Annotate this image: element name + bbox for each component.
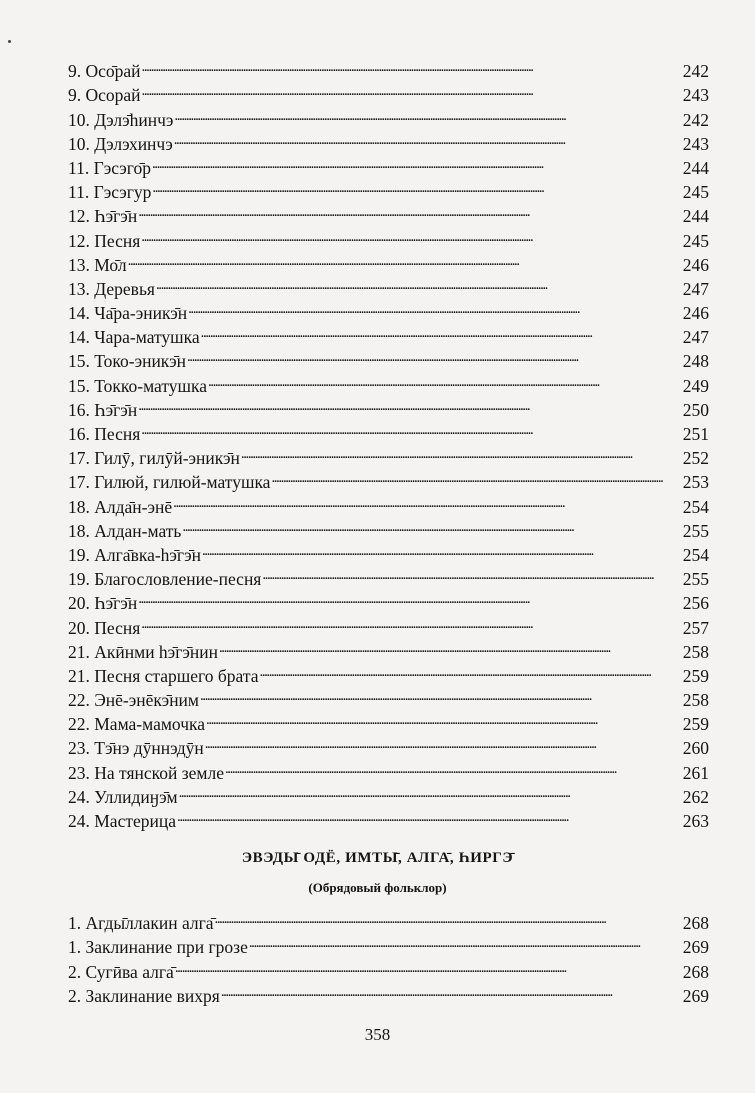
dot-leader bbox=[152, 150, 682, 174]
toc-entry-page: 268 bbox=[682, 961, 709, 982]
dot-leader bbox=[156, 271, 682, 295]
toc-entry-page: 255 bbox=[682, 520, 709, 541]
toc-entry-title: 2. Сугӣва алга̄ bbox=[68, 961, 174, 982]
toc-list-section bbox=[68, 905, 709, 1006]
toc-entry-page: 250 bbox=[682, 399, 709, 420]
toc-entry-page: 259 bbox=[682, 665, 709, 686]
toc-entry-page: 252 bbox=[682, 448, 709, 469]
toc-entry-page: 258 bbox=[682, 690, 709, 711]
toc-list-main bbox=[68, 53, 709, 831]
dot-leader bbox=[138, 198, 682, 222]
toc-entry-title: 9. Осорай bbox=[68, 85, 141, 106]
dot-leader bbox=[173, 488, 682, 512]
dot-leader bbox=[175, 953, 682, 977]
toc-entry-page: 243 bbox=[682, 85, 709, 106]
scan-speck bbox=[8, 40, 11, 43]
dot-leader bbox=[219, 634, 682, 658]
toc-entry-title: 23. Тэ̄нэ дӯннэдӯн bbox=[68, 738, 204, 759]
toc-entry-title: 22. Энē-энēкэ̄ним bbox=[68, 690, 199, 711]
toc-entry-title: 2. Заклинание вихря bbox=[68, 985, 220, 1006]
dot-leader bbox=[141, 222, 681, 246]
toc-entry-title: 24. Уллидиӈэ̄м bbox=[68, 786, 178, 807]
toc-entry-page: 269 bbox=[682, 985, 709, 1006]
toc-entry-page: 245 bbox=[682, 230, 709, 251]
toc-entry-title: 10. Дэлэхинчэ bbox=[68, 133, 173, 154]
toc-entry-page: 255 bbox=[682, 569, 709, 590]
toc-entry-title: 15. Токко-матушка bbox=[68, 375, 207, 396]
toc-entry bbox=[68, 585, 709, 614]
toc-entry-page: 247 bbox=[682, 278, 709, 299]
dot-leader bbox=[188, 295, 682, 319]
toc-entry-title: 10. Дэлэ̄һинчэ bbox=[68, 109, 174, 130]
toc-entry bbox=[68, 440, 709, 469]
toc-entry-title: 11. Гэсэго̄р bbox=[68, 157, 151, 178]
toc-entry-page: 245 bbox=[682, 182, 709, 203]
toc-entry-title: 21. Акӣнми һэ̄гэ̄нин bbox=[68, 641, 218, 662]
toc-entry-page: 254 bbox=[682, 544, 709, 565]
dot-leader bbox=[128, 247, 682, 271]
toc-entry-title: 19. Алга̄вка-һэ̄гэ̄н bbox=[68, 544, 201, 565]
dot-leader bbox=[249, 929, 682, 953]
toc-entry-title: 23. На тянской земле bbox=[68, 762, 224, 783]
dot-leader bbox=[152, 174, 681, 198]
dot-leader bbox=[141, 609, 681, 633]
toc-entry bbox=[68, 150, 709, 178]
toc-entry-page: 254 bbox=[682, 496, 709, 517]
toc-entry-title: 20. Песня bbox=[68, 617, 141, 638]
dot-leader bbox=[215, 905, 682, 929]
dot-leader bbox=[177, 803, 682, 827]
dot-leader bbox=[225, 754, 682, 778]
toc-entry-title: 22. Мама-мамочка bbox=[68, 714, 206, 735]
toc-entry-title: 12. Һэ̄гэ̄н bbox=[68, 206, 138, 227]
dot-leader bbox=[174, 126, 682, 150]
toc-entry bbox=[68, 634, 709, 662]
toc-entry-page: 247 bbox=[682, 327, 709, 348]
toc-entry-page: 259 bbox=[682, 714, 709, 735]
toc-entry bbox=[68, 295, 709, 324]
dot-leader bbox=[241, 440, 682, 464]
section-subtitle: (Обрядовый фольклор) bbox=[308, 880, 447, 895]
toc-entry-page: 257 bbox=[682, 617, 709, 638]
dot-leader bbox=[138, 585, 682, 609]
toc-entry-title: 17. Гилюй, гилюй-матушка bbox=[68, 472, 271, 493]
toc-entry bbox=[68, 174, 709, 203]
dot-leader bbox=[206, 706, 682, 730]
toc-entry-page: 261 bbox=[682, 762, 709, 783]
toc-entry bbox=[68, 247, 709, 275]
toc-entry-page: 262 bbox=[682, 786, 709, 807]
toc-entry bbox=[68, 101, 709, 130]
toc-entry-title: 13. Мо̄л bbox=[68, 254, 127, 275]
dot-leader bbox=[187, 343, 682, 367]
dot-leader bbox=[182, 513, 681, 537]
toc-entry-page: 260 bbox=[682, 738, 709, 759]
toc-entry-title: 1. Заклинание при грозе bbox=[68, 937, 248, 958]
toc-entry-page: 249 bbox=[682, 375, 709, 396]
toc-entry-title: 12. Песня bbox=[68, 230, 141, 251]
toc-entry-page: 244 bbox=[682, 206, 709, 227]
toc-entry-title: 9. Осо̄рай bbox=[68, 61, 141, 82]
toc-entry bbox=[68, 392, 709, 420]
dot-leader bbox=[142, 53, 682, 77]
dot-leader bbox=[262, 561, 681, 585]
toc-entry-title: 11. Гэсэгур bbox=[68, 182, 152, 203]
page-number: 358 bbox=[364, 1025, 391, 1044]
toc-entry-page: 248 bbox=[682, 351, 709, 372]
toc-entry-title: 24. Мастерица bbox=[68, 811, 177, 831]
toc-entry-page: 268 bbox=[682, 913, 709, 934]
toc-entry-page: 258 bbox=[682, 641, 709, 662]
toc-entry bbox=[68, 198, 709, 227]
toc-entry-title: 13. Деревья bbox=[68, 278, 155, 299]
toc-entry bbox=[68, 77, 709, 106]
toc-entry-title: 15. Токо-эникэ̄н bbox=[68, 351, 186, 372]
toc-entry-title: 21. Песня старшего брата bbox=[68, 665, 259, 686]
toc-entry-title: 14. Ча̄ра-эникэ̄н bbox=[68, 303, 188, 324]
toc-entry-page: 242 bbox=[682, 61, 709, 82]
toc-entry-page: 256 bbox=[682, 593, 709, 614]
dot-leader bbox=[179, 779, 682, 803]
dot-leader bbox=[138, 392, 682, 416]
toc-entry-title: 14. Чара-матушка bbox=[68, 327, 200, 348]
toc-entry-page: 269 bbox=[682, 937, 709, 958]
dot-leader bbox=[271, 464, 681, 488]
toc-entry bbox=[68, 609, 709, 638]
section-title: ЭВЭДЫ̄ ОДЁ, ИМТЫ̄, АЛГА̄, ҺИРГЭ̄ bbox=[241, 850, 514, 866]
toc-entry bbox=[68, 271, 709, 299]
dot-leader bbox=[141, 416, 681, 440]
dot-leader bbox=[260, 658, 682, 682]
dot-leader bbox=[200, 682, 682, 706]
dot-leader bbox=[174, 101, 681, 125]
toc-entry-page: 263 bbox=[682, 811, 709, 831]
toc-entry-page: 246 bbox=[682, 303, 709, 324]
toc-entry-title: 16. Песня bbox=[68, 424, 141, 444]
toc-entry-title: 1. Агды̄ллакин алга̄ bbox=[68, 913, 214, 934]
toc-entry-title: 19. Благословление-песня bbox=[68, 569, 262, 590]
toc-entry-page: 243 bbox=[682, 133, 709, 154]
toc-entry-title: 16. Һэ̄гэ̄н bbox=[68, 399, 138, 420]
toc-entry-page: 253 bbox=[682, 472, 709, 493]
toc-entry-title: 18. Алдан-мать bbox=[68, 520, 182, 541]
dot-leader bbox=[202, 537, 682, 561]
toc-entry-page: 251 bbox=[682, 424, 709, 444]
toc-entry-page: 246 bbox=[682, 254, 709, 275]
toc-entry bbox=[68, 416, 709, 444]
toc-entry bbox=[68, 222, 709, 251]
toc-entry-title: 20. Һэ̄гэ̄н bbox=[68, 593, 138, 614]
dot-leader bbox=[221, 978, 682, 1002]
dot-leader bbox=[208, 367, 682, 391]
dot-leader bbox=[201, 319, 682, 343]
toc-entry-title: 18. Алда̄н-энē bbox=[68, 496, 173, 517]
toc-entry-title: 17. Гилӯ, гилӯй-эникэ̄н bbox=[68, 448, 240, 469]
toc-entry-page: 244 bbox=[682, 157, 709, 178]
dot-leader bbox=[205, 730, 682, 754]
toc-entry bbox=[68, 53, 709, 82]
toc-entry bbox=[68, 905, 709, 934]
dot-leader bbox=[142, 77, 682, 101]
toc-entry-page: 242 bbox=[682, 109, 709, 130]
